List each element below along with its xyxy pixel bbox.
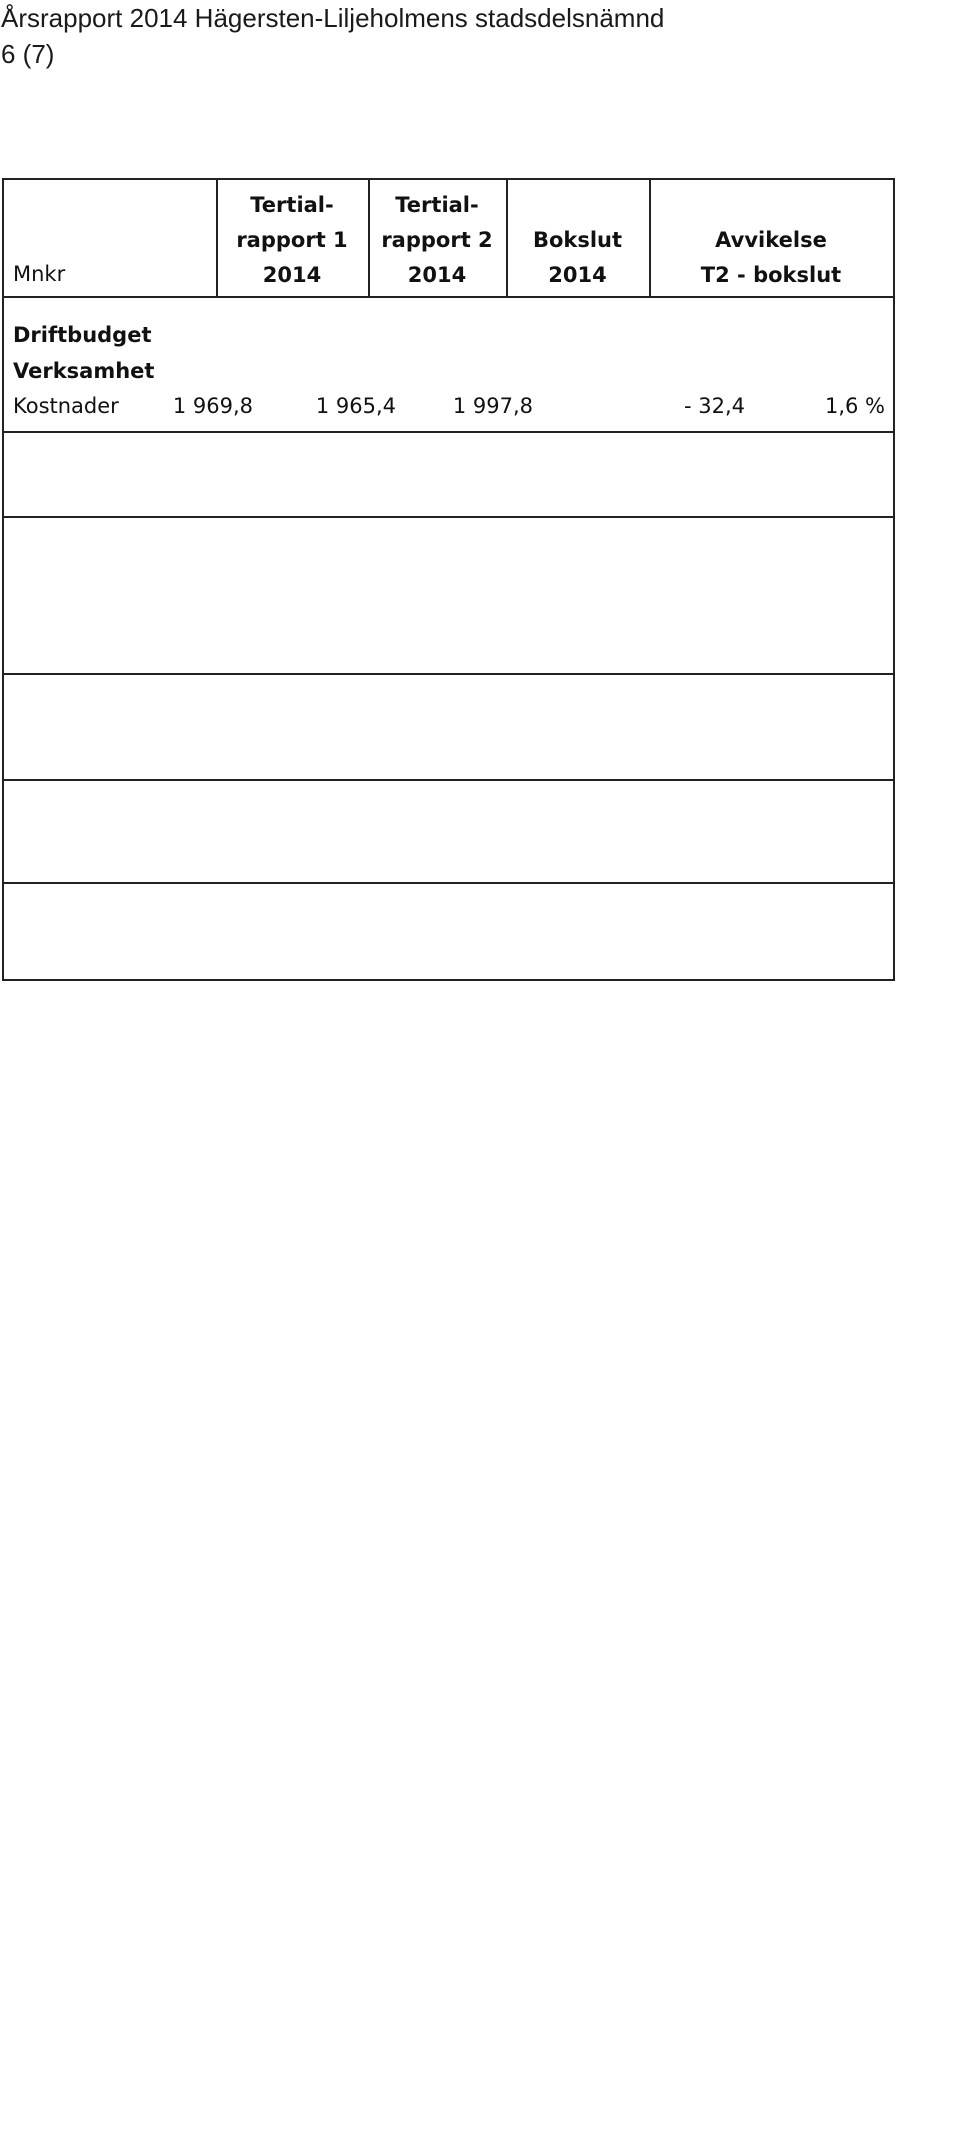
section-label-verksamhet: Verksamhet: [13, 359, 155, 383]
cell-value: 1 997,8: [452, 394, 533, 418]
column-header-tertial2: Tertial- rapport 2 2014: [381, 193, 493, 287]
cell-value: 1 969,8: [172, 394, 253, 418]
table-divider: [4, 779, 893, 781]
page-number: 6 (7): [1, 39, 55, 69]
section-label-driftbudget: Driftbudget: [13, 323, 152, 347]
table-divider: [4, 673, 893, 675]
row-label-kostnader: Kostnader: [13, 394, 119, 418]
table-divider: [4, 296, 893, 298]
cell-value: 1,6 %: [824, 394, 885, 418]
budget-table: [2, 178, 895, 981]
column-header-bokslut: Bokslut 2014: [532, 228, 623, 287]
table-divider: [4, 431, 893, 433]
table-divider: [4, 882, 893, 884]
page-header: [1, 0, 664, 72]
unit-label: Mnkr: [13, 262, 66, 286]
table-divider: [4, 516, 893, 518]
document-title: Årsrapport 2014 Hägersten-Liljeholmens stadsdelsnämnd: [1, 3, 665, 33]
cell-value: 1 965,4: [315, 394, 396, 418]
column-header-tertial1: Tertial- rapport 1 2014: [236, 193, 348, 287]
cell-value: - 32,4: [683, 394, 745, 418]
column-header-avvikelse: Avvikelse T2 - bokslut: [700, 228, 842, 287]
